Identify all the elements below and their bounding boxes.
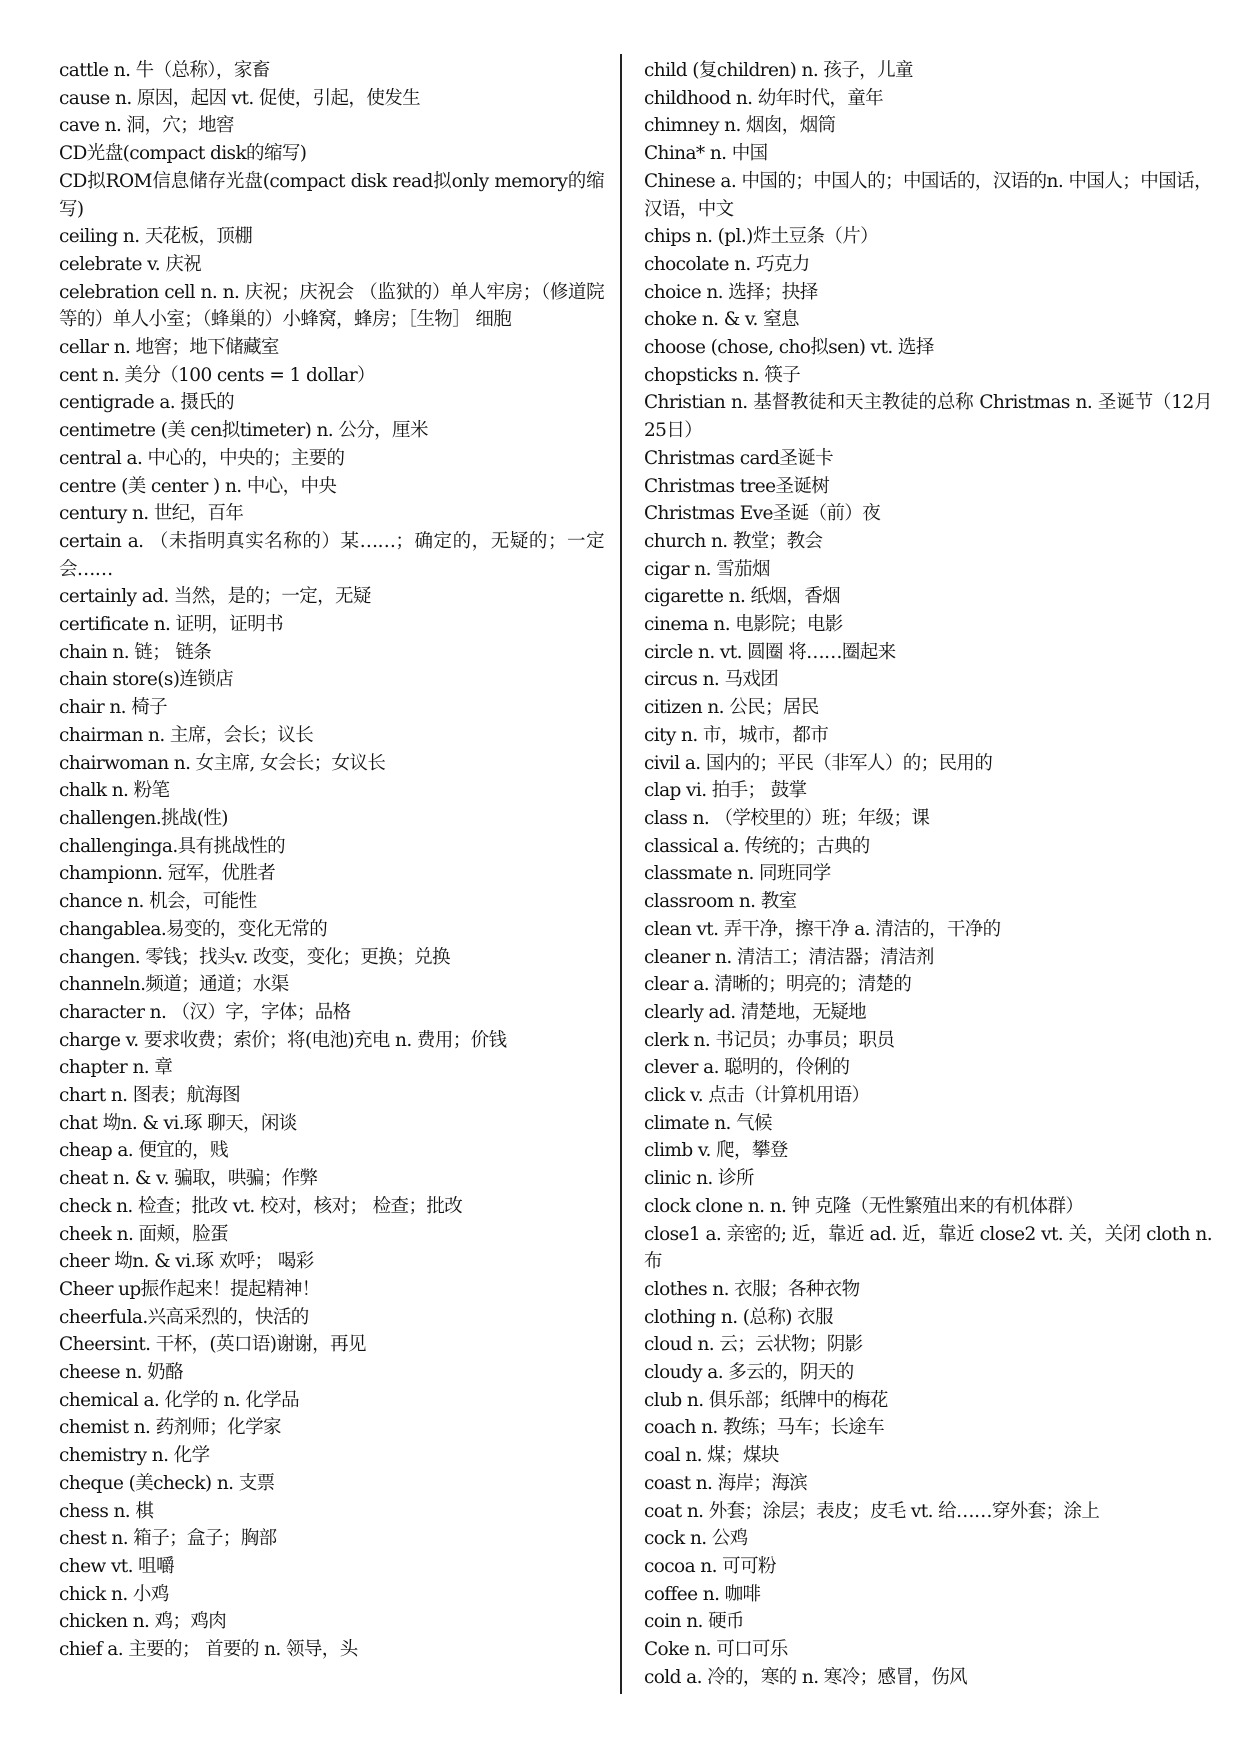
vocab-entry: chicken n. 鸡；鸡肉 — [59, 1611, 227, 1633]
left-column — [59, 57, 604, 1664]
vocab-entry: centimetre (美 cen拟timeter) n. 公分，厘米 — [59, 420, 428, 442]
vocab-entry: certain a. （未指明真实名称的）某……；确定的，无疑的；一定会…… — [59, 530, 604, 580]
vocab-entry: certificate n. 证明，证明书 — [59, 614, 283, 636]
vocab-entry: Coke n. 可口可乐 — [644, 1639, 788, 1661]
vocab-entry: cheek n. 面颊，脸蛋 — [59, 1223, 229, 1245]
vocab-entry: cigarette n. 纸烟，香烟 — [644, 586, 841, 608]
vocab-entry: clap vi. 拍手； 鼓掌 — [644, 780, 807, 802]
vocab-entry: cock n. 公鸡 — [644, 1528, 748, 1550]
vocab-entry: civil a. 国内的；平民（非军人）的；民用的 — [644, 752, 993, 774]
vocab-entry: choke n. & v. 窒息 — [644, 309, 799, 331]
vocab-entry: chairman n. 主席，会长；议长 — [59, 724, 314, 746]
vocab-entry: character n. （汉）字，字体；品格 — [59, 1001, 351, 1023]
vocab-entry: chest n. 箱子；盒子；胸部 — [59, 1528, 277, 1550]
vocab-entry: chain store(s)连锁店 — [59, 669, 234, 691]
vocab-entry: Christian n. 基督教徒和天主教徒的总称 Christmas n. 圣诞节（12月25日） — [644, 392, 1212, 442]
vocab-entry: coast n. 海岸；海滨 — [644, 1472, 808, 1494]
vocab-entry: citizen n. 公民；居民 — [644, 697, 819, 719]
vocab-entry: chopsticks n. 筷子 — [644, 364, 801, 386]
vocab-entry: certainly ad. 当然，是的；一定，无疑 — [59, 586, 371, 608]
vocab-entry: cold a. 冷的，寒的 n. 寒冷；感冒，伤风 — [644, 1666, 967, 1688]
vocab-entry: cleaner n. 清洁工；清洁器；清洁剂 — [644, 946, 934, 968]
vocab-entry: circle n. vt. 圆圈 将……圈起来 — [644, 641, 896, 663]
vocab-entry: Chinese a. 中国的；中国人的；中国话的，汉语的n. 中国人；中国话，汉语，中文 — [644, 170, 1212, 220]
vocab-entry: Christmas Eve圣诞（前）夜 — [644, 503, 881, 525]
vocab-entry: CD拟ROM信息储存光盘(compact disk read拟only memory的缩写) — [59, 170, 604, 220]
vocab-entry: channeln.频道；通道；水渠 — [59, 974, 289, 996]
vocab-entry: choice n. 选择；抉择 — [644, 281, 818, 303]
vocab-entry: cheese n. 奶酪 — [59, 1362, 183, 1384]
vocab-entry: chew vt. 咀嚼 — [59, 1555, 174, 1577]
vocab-entry: coin n. 硬币 — [644, 1611, 744, 1633]
vocab-entry: climate n. 气候 — [644, 1112, 772, 1134]
vocab-entry: chimney n. 烟囱，烟筒 — [644, 115, 836, 137]
vocab-entry: coach n. 教练；马车；长途车 — [644, 1417, 885, 1439]
vocab-entry: click v. 点击（计算机用语） — [644, 1085, 870, 1107]
vocab-entry: cellar n. 地窖；地下储藏室 — [59, 337, 279, 359]
vocab-entry: chemist n. 药剂师；化学家 — [59, 1417, 281, 1439]
vocab-entry: chairwoman n. 女主席, 女会长；女议长 — [59, 752, 386, 774]
vocab-entry: classmate n. 同班同学 — [644, 863, 831, 885]
vocab-entry: chat 坳n. & vi.琢 聊天，闲谈 — [59, 1112, 297, 1134]
vocab-entry: cinema n. 电影院；电影 — [644, 614, 843, 636]
vocab-entry: chick n. 小鸡 — [59, 1583, 169, 1605]
vocab-entry: clearly ad. 清楚地，无疑地 — [644, 1001, 867, 1023]
vocab-entry: coal n. 煤；煤块 — [644, 1445, 779, 1467]
vocab-entry: chief a. 主要的； 首要的 n. 领导，头 — [59, 1639, 358, 1661]
vocab-entry: charge v. 要求收费；索价；将(电池)充电 n. 费用；价钱 — [59, 1029, 507, 1051]
vocab-entry: climb v. 爬，攀登 — [644, 1140, 788, 1162]
vocab-entry: Christmas card圣诞卡 — [644, 447, 834, 469]
vocab-entry: clothes n. 衣服；各种衣物 — [644, 1278, 860, 1300]
vocab-entry: coffee n. 咖啡 — [644, 1583, 761, 1605]
vocab-entry: cheap a. 便宜的，贱 — [59, 1140, 228, 1162]
vocab-entry: China* n. 中国 — [644, 143, 768, 165]
vocab-entry: celebration cell n. n. 庆祝；庆祝会 （监狱的）单人牢房；（修道院等的）单人小室；（蜂巢的）小蜂窝，蜂房；［生物］ 细胞 — [59, 281, 604, 331]
vocab-entry: Cheersint. 干杯，(英口语)谢谢，再见 — [59, 1334, 366, 1356]
vocab-entry: check n. 检查；批改 vt. 校对，核对； 检查；批改 — [59, 1195, 463, 1217]
vocab-entry: cloudy a. 多云的，阴天的 — [644, 1362, 854, 1384]
vocab-entry: cheat n. & v. 骗取，哄骗；作弊 — [59, 1168, 318, 1190]
vocab-entry: central a. 中心的，中央的；主要的 — [59, 447, 345, 469]
vocab-entry: centre (美 center ) n. 中心，中央 — [59, 475, 337, 497]
vocab-entry: close1 a. 亲密的; 近，靠近 ad. 近，靠近 close2 vt. 关，关闭 cloth n. 布 — [644, 1223, 1212, 1273]
vocab-entry: challenginga.具有挑战性的 — [59, 835, 286, 857]
right-column — [644, 57, 1212, 1691]
vocab-entry: clear a. 清晰的；明亮的；清楚的 — [644, 974, 912, 996]
vocab-entry: clothing n. (总称) 衣服 — [644, 1306, 833, 1328]
vocab-entry: choose (chose, cho拟sen) vt. 选择 — [644, 337, 934, 359]
vocab-entry: class n. （学校里的）班；年级；课 — [644, 807, 930, 829]
vocab-entry: chart n. 图表；航海图 — [59, 1085, 241, 1107]
vocab-entry: centigrade a. 摄氏的 — [59, 392, 235, 414]
vocab-entry: cheerfula.兴高采烈的，快活的 — [59, 1306, 309, 1328]
vocab-entry: childhood n. 幼年时代，童年 — [644, 87, 884, 109]
vocab-entry: clock clone n. n. 钟 克隆（无性繁殖出来的有机体群） — [644, 1195, 1084, 1217]
vocab-entry: celebrate v. 庆祝 — [59, 253, 202, 275]
vocab-entry: cattle n. 牛（总称），家畜 — [59, 60, 270, 81]
vocab-entry: classroom n. 教室 — [644, 891, 797, 913]
vocab-entry: circus n. 马戏团 — [644, 669, 779, 691]
vocab-entry: Cheer up振作起来！提起精神！ — [59, 1278, 320, 1300]
vocab-entry: chips n. (pl.)炸土豆条（片） — [644, 226, 879, 248]
vocab-entry: cocoa n. 可可粉 — [644, 1555, 776, 1577]
vocab-entry: coat n. 外套；涂层；表皮；皮毛 vt. 给……穿外套；涂上 — [644, 1500, 1100, 1522]
vocab-entry: clinic n. 诊所 — [644, 1168, 754, 1190]
vocab-entry: clerk n. 书记员；办事员；职员 — [644, 1029, 895, 1051]
vocab-entry: changen. 零钱；找头v. 改变，变化；更换；兑换 — [59, 946, 450, 968]
vocab-entry: cent n. 美分（100 cents = 1 dollar） — [59, 364, 375, 386]
vocab-entry: chocolate n. 巧克力 — [644, 253, 810, 275]
vocab-entry: championn. 冠军，优胜者 — [59, 863, 276, 885]
vocab-entry: chemical a. 化学的 n. 化学品 — [59, 1389, 300, 1411]
vocab-entry: Christmas tree圣诞树 — [644, 475, 830, 497]
vocab-entry: city n. 市，城市，都市 — [644, 724, 829, 746]
vocab-entry: chalk n. 粉笔 — [59, 780, 170, 802]
vocab-entry: cave n. 洞，穴；地窖 — [59, 115, 234, 137]
vocab-entry: century n. 世纪，百年 — [59, 503, 244, 525]
vocab-entry: classical a. 传统的；古典的 — [644, 835, 870, 857]
column-divider — [620, 54, 622, 1694]
vocab-entry: chair n. 椅子 — [59, 697, 168, 719]
vocab-entry: cause n. 原因，起因 vt. 促使，引起，使发生 — [59, 87, 421, 109]
vocab-entry: chance n. 机会，可能性 — [59, 891, 257, 913]
vocab-entry: CD光盘(compact disk的缩写) — [59, 143, 307, 165]
vocab-entry: changablea.易变的，变化无常的 — [59, 918, 328, 940]
vocab-entry: clever a. 聪明的，伶俐的 — [644, 1057, 850, 1079]
vocab-entry: club n. 俱乐部；纸牌中的梅花 — [644, 1389, 888, 1411]
vocab-entry: church n. 教堂；教会 — [644, 530, 823, 552]
vocab-entry: cheque (美check) n. 支票 — [59, 1472, 275, 1494]
vocab-entry: chemistry n. 化学 — [59, 1445, 210, 1467]
vocab-entry: clean vt. 弄干净，擦干净 a. 清洁的，干净的 — [644, 918, 1001, 940]
vocab-entry: cigar n. 雪茄烟 — [644, 558, 770, 580]
vocab-entry: chess n. 棋 — [59, 1500, 154, 1522]
vocab-entry: chapter n. 章 — [59, 1057, 173, 1079]
vocab-entry: chain n. 链； 链条 — [59, 641, 212, 663]
vocab-entry: child (复children) n. 孩子，儿童 — [644, 60, 913, 81]
vocab-entry: challengen.挑战(性) — [59, 807, 228, 829]
vocab-entry: cloud n. 云；云状物；阴影 — [644, 1334, 863, 1356]
vocab-entry: ceiling n. 天花板，顶棚 — [59, 226, 253, 248]
vocab-entry: cheer 坳n. & vi.琢 欢呼； 喝彩 — [59, 1251, 314, 1273]
